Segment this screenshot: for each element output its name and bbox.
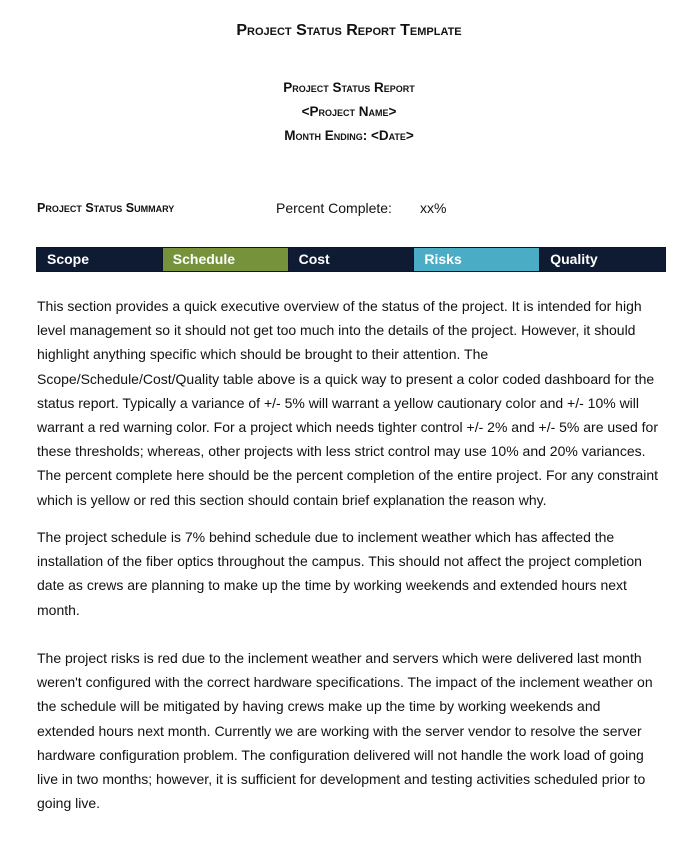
schedule-paragraph: The project schedule is 7% behind schedule due to inclement weather which has affected the installation of the fiber optics throughout the campus. This should not affect the project completion date as crews are planning to make up the time by working weekends and extended hours next month. (37, 529, 642, 618)
status-dashboard (36, 247, 666, 272)
report-title: Project Status Report (283, 80, 415, 95)
month-ending: Month Ending: <Date> (284, 128, 414, 143)
percent-complete-label: Percent Complete: (276, 200, 392, 216)
status-cell-scope: Scope (37, 248, 163, 271)
status-cell-schedule: Schedule (163, 248, 289, 271)
project-name: <Project Name> (301, 104, 397, 119)
document-title: Project Status Report Template (236, 22, 462, 39)
status-cell-cost: Cost (289, 248, 415, 271)
percent-complete-value: xx% (420, 200, 447, 216)
status-cell-quality: Quality (540, 248, 665, 271)
risks-paragraph: The project risks is red due to the inclement weather and servers which were delivered last month weren't configured with the correct hardware specifications. The impact of the inclement weather on the schedule will be mitigated by having crews make up the time by working weekends and extended hours next month. Currently we are working with the server vendor to resolve the server hardware configuration problem. The configuration delivered will not handle the work load of going live in two months; however, it is sufficient for development and testing activities scheduled prior to going live. (37, 650, 653, 812)
status-summary-label: Project Status Summary (37, 201, 175, 215)
overview-paragraph: This section provides a quick executive overview of the status of the project. It is intended for high level management so it should not get too much into the details of the project. However, it should highlight anything specific which should be brought to their attention. The Scope/Schedule/Cost/Quality table above is a quick way to present a color coded dashboard for the status report. Typically a variance of +/- 5% will warrant a yellow cautionary color and +/- 10% will warrant a red warning color. For a project which needs tighter control +/- 2% and +/- 5% are used for these thresholds; whereas, other projects with less strict control may use 10% and 20% variances. The percent complete here should be the percent completion of the entire project. For any constraint which is yellow or red this section should contain brief explanation the reason why. (37, 298, 659, 508)
status-cell-risks: Risks (414, 248, 540, 271)
